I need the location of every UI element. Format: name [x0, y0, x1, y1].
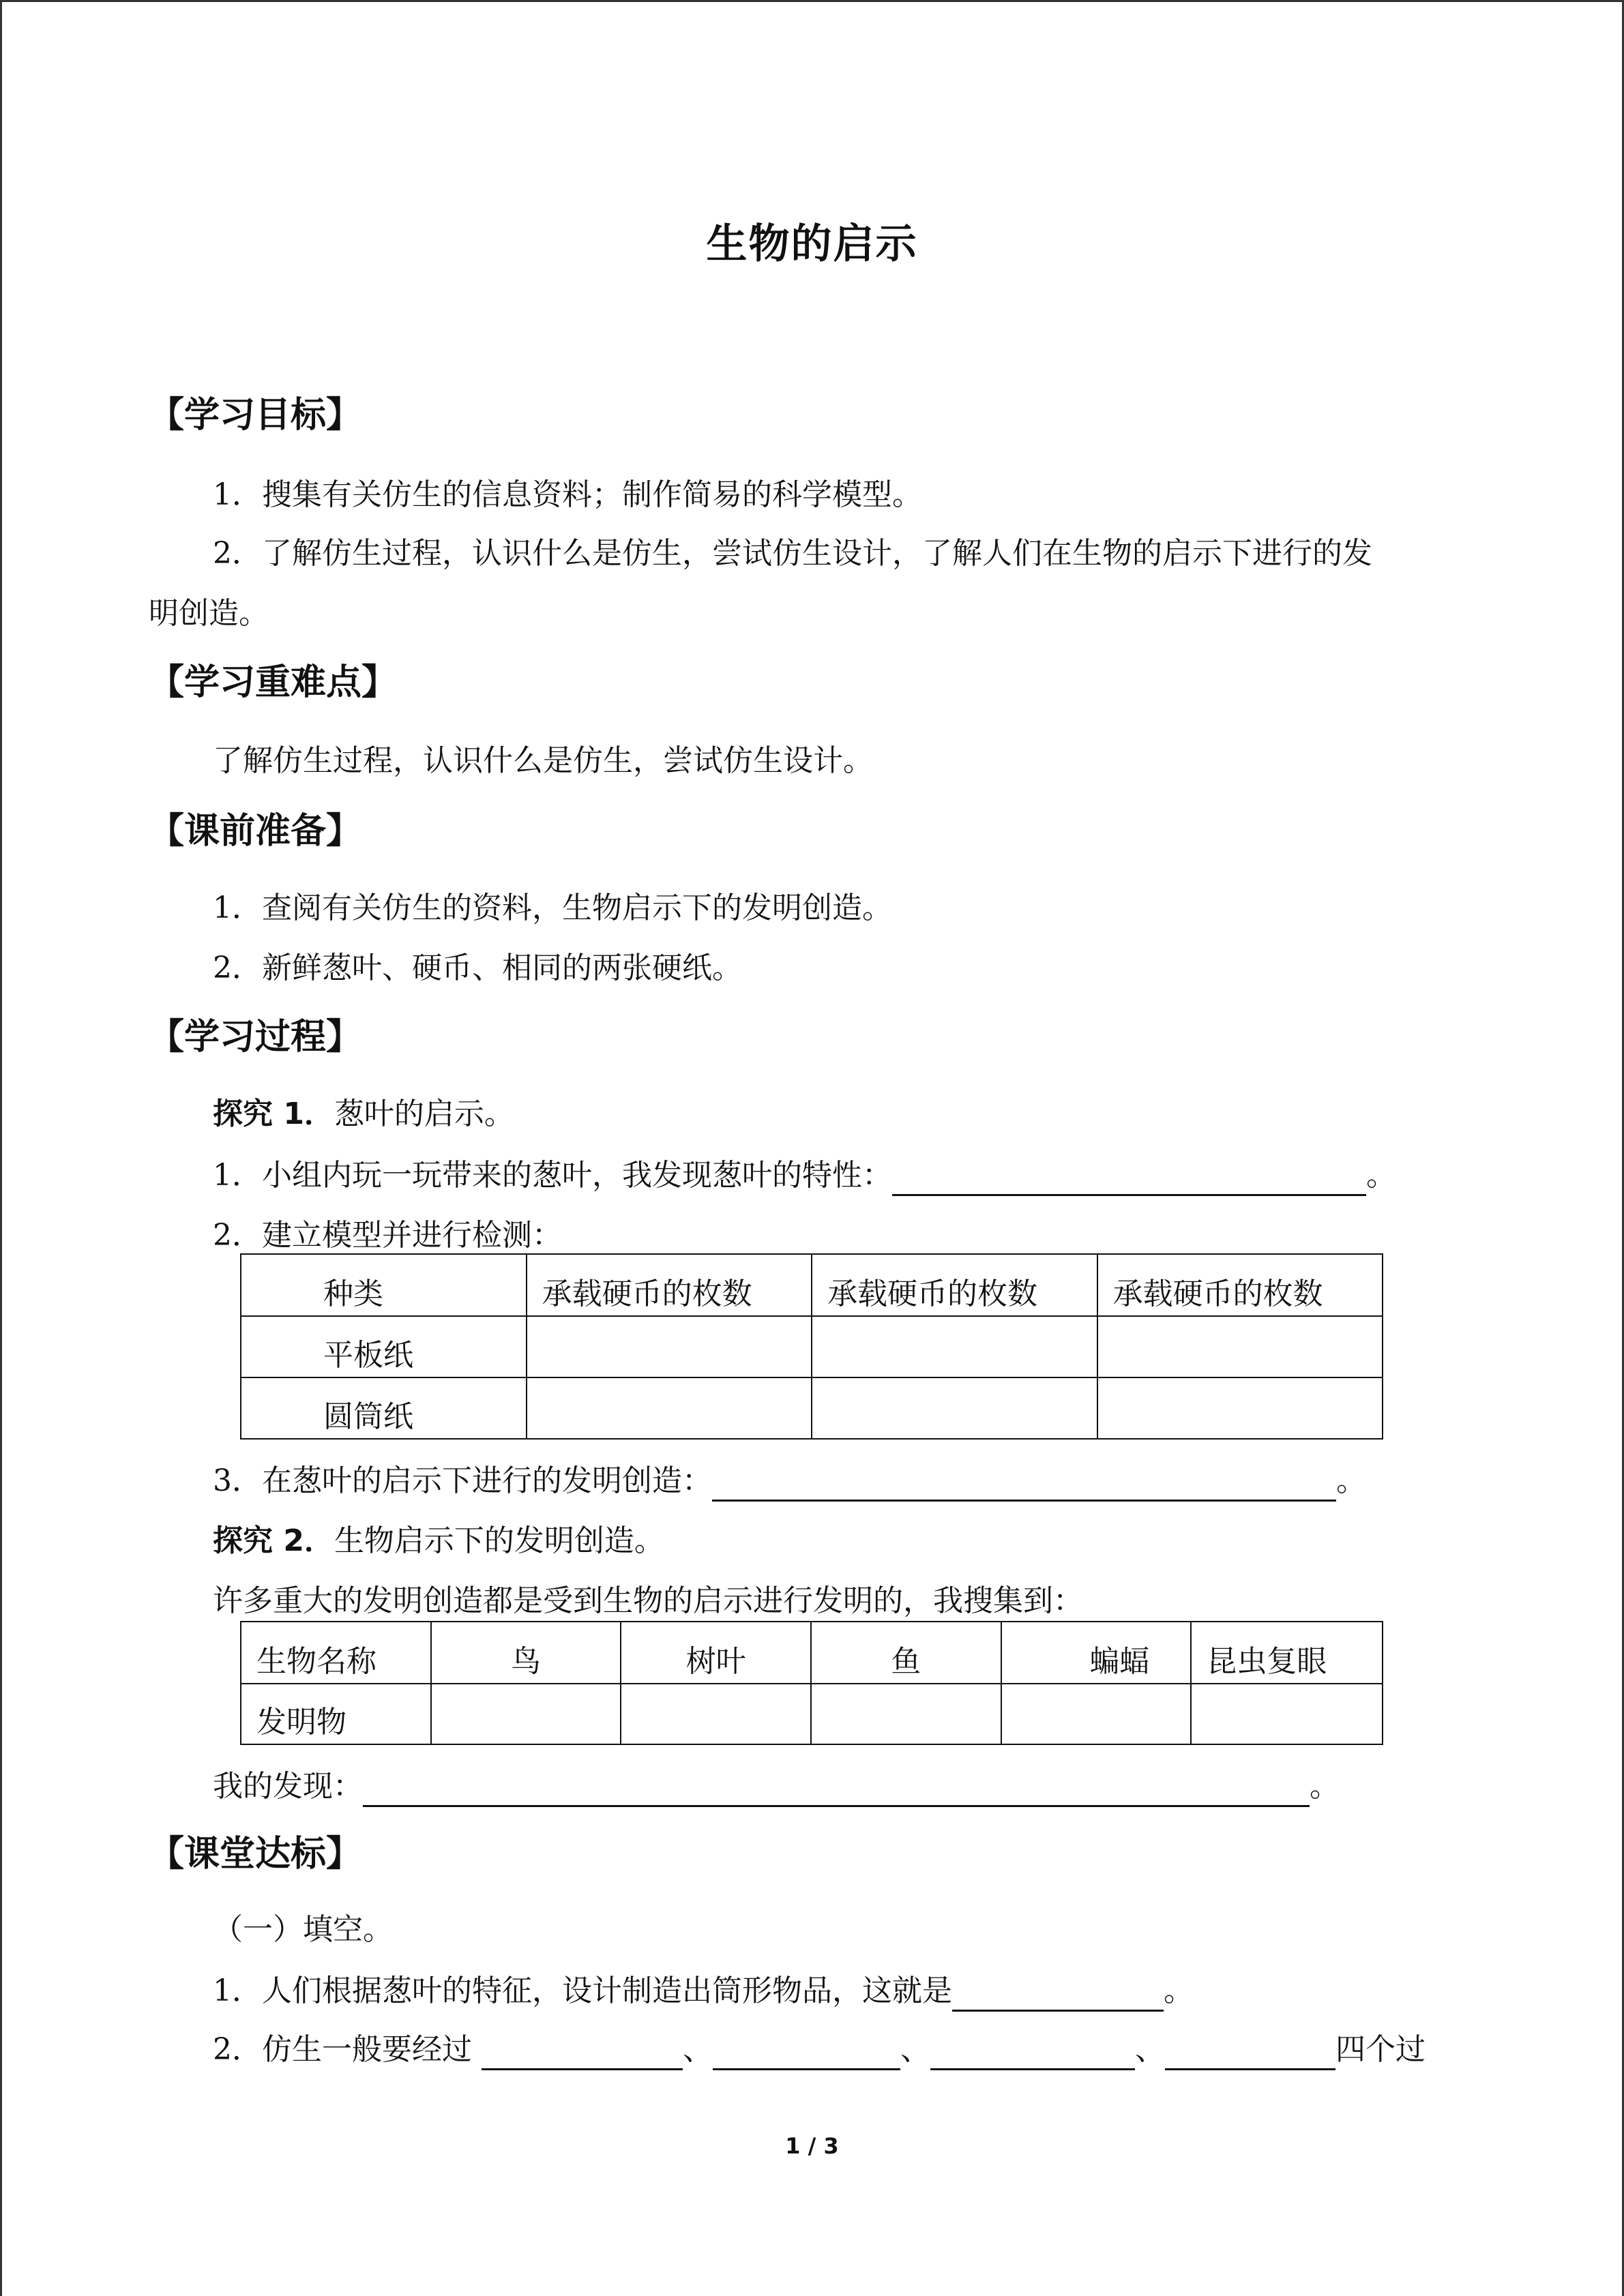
table-header-row — [241, 1254, 1383, 1316]
table-row — [241, 1377, 1383, 1439]
process-q3-text: 3．在葱叶的启示下进行的发明创造： — [213, 1463, 712, 1498]
heading-practice: 【课堂达标】 — [149, 1834, 362, 1875]
coin-test-table — [240, 1253, 1383, 1440]
table-header-row — [241, 1622, 1383, 1684]
heading-preparation: 【课前准备】 — [149, 811, 362, 852]
table-header-cell: 生物名称 — [241, 1622, 431, 1684]
table-row-label: 平板纸 — [241, 1316, 527, 1377]
table-input-cell[interactable] — [1191, 1684, 1383, 1744]
explore-1-text: 葱叶的启示。 — [334, 1097, 514, 1131]
table-input-cell[interactable] — [812, 1316, 1097, 1377]
explore-2 — [213, 1521, 664, 1562]
table-input-cell[interactable] — [527, 1316, 812, 1377]
table-header-cell: 承载硬币的枚数 — [812, 1254, 1097, 1316]
table-row — [241, 1316, 1383, 1377]
practice-q2-end: 四个过 — [1335, 2032, 1426, 2067]
table-input-cell[interactable] — [1001, 1684, 1192, 1744]
invention-table — [240, 1621, 1383, 1745]
practice-q1-text: 1．人们根据葱叶的特征，设计制造出筒形物品，这就是 — [213, 1973, 952, 2008]
table-input-cell[interactable] — [1097, 1316, 1383, 1377]
process-q2: 2．建立模型并进行检测： — [213, 1218, 562, 1253]
table-input-cell[interactable] — [1097, 1377, 1383, 1439]
my-finding-label: 我的发现： — [213, 1769, 363, 1804]
table-header-cell: 鱼 — [811, 1622, 1001, 1684]
heading-key-points: 【学习重难点】 — [149, 662, 398, 703]
prep-item-2: 2．新鲜葱叶、硬币、相同的两张硬纸。 — [213, 951, 742, 985]
practice-q1-end: 。 — [1164, 1973, 1194, 2008]
process-q1-text: 1．小组内玩一玩带来的葱叶，我发现葱叶的特性： — [213, 1158, 892, 1193]
explore-2-intro: 许多重大的发明创造都是受到生物的启示进行发明的，我搜集到： — [213, 1583, 1083, 1618]
explore-1 — [213, 1094, 514, 1135]
process-q1 — [213, 1155, 1396, 1196]
prep-item-1: 1．查阅有关仿生的资料，生物启示下的发明创造。 — [213, 891, 892, 925]
table-header-cell: 承载硬币的枚数 — [527, 1254, 812, 1316]
answer-blank[interactable] — [363, 1774, 1310, 1807]
table-header-cell: 昆虫复眼 — [1191, 1622, 1383, 1684]
table-header-cell: 树叶 — [621, 1622, 811, 1684]
table-input-cell[interactable] — [812, 1377, 1097, 1439]
answer-blank[interactable] — [930, 2037, 1135, 2070]
process-q3 — [213, 1461, 1366, 1502]
answer-blank[interactable] — [952, 1978, 1164, 2012]
my-finding-end: 。 — [1310, 1769, 1340, 1804]
table-row-label: 圆筒纸 — [241, 1377, 527, 1439]
answer-blank[interactable] — [1165, 2037, 1335, 2070]
table-row — [241, 1684, 1383, 1744]
process-q1-end: 。 — [1366, 1158, 1396, 1193]
explore-1-label: 探究 1． — [213, 1097, 334, 1131]
answer-blank[interactable] — [713, 2037, 900, 2070]
practice-part-1: （一）填空。 — [213, 1912, 393, 1947]
table-input-cell[interactable] — [621, 1684, 811, 1744]
table-header-cell: 承载硬币的枚数 — [1097, 1254, 1383, 1316]
heading-process: 【学习过程】 — [149, 1017, 362, 1058]
table-header-cell: 蝙蝠 — [1001, 1622, 1192, 1684]
goal-item-2-line1: 2．了解仿生过程，认识什么是仿生，尝试仿生设计，了解人们在生物的启示下进行的发 — [213, 536, 1372, 571]
practice-q2: 2．仿生一般要经过 、 、 、 四个过 — [213, 2029, 1426, 2070]
my-finding — [213, 1766, 1340, 1807]
answer-blank[interactable] — [712, 1468, 1336, 1502]
answer-blank[interactable] — [482, 2037, 683, 2070]
page-title: 生物的启示 — [706, 220, 918, 268]
heading-learning-goals: 【学习目标】 — [149, 395, 362, 436]
practice-q2-text: 2．仿生一般要经过 — [213, 2032, 482, 2067]
table-header-cell: 鸟 — [431, 1622, 621, 1684]
table-header-cell: 种类 — [241, 1254, 527, 1316]
goal-item-1: 1．搜集有关仿生的信息资料；制作简易的科学模型。 — [213, 477, 922, 512]
table-input-cell[interactable] — [811, 1684, 1001, 1744]
explore-2-label: 探究 2． — [213, 1523, 334, 1558]
table-input-cell[interactable] — [527, 1377, 812, 1439]
table-row-label: 发明物 — [241, 1684, 431, 1744]
table-input-cell[interactable] — [431, 1684, 621, 1744]
goal-item-2-line2: 明创造。 — [149, 596, 269, 631]
practice-q1 — [213, 1971, 1194, 2012]
key-points-text: 了解仿生过程，认识什么是仿生，尝试仿生设计。 — [213, 743, 873, 778]
process-q3-end: 。 — [1336, 1463, 1366, 1498]
page-number: 1 / 3 — [785, 2133, 839, 2159]
answer-blank[interactable] — [892, 1163, 1366, 1196]
explore-2-text: 生物启示下的发明创造。 — [334, 1523, 664, 1558]
